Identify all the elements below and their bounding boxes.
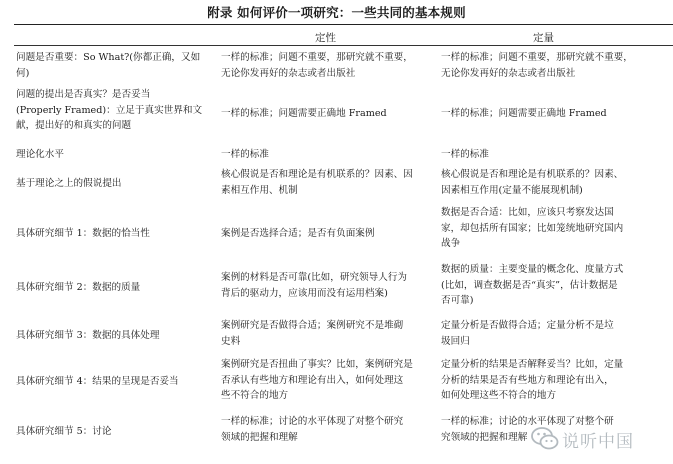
row-8-quantitative: 一样的标准；讨论的水平体现了对整个研 究领域的把握和理解 <box>441 416 614 443</box>
table-title: 附录 如何评价一项研究：一些共同的基本规则 <box>207 5 466 20</box>
header-quantitative: 定量 <box>533 32 554 44</box>
row-2-criterion: 理论化水平 <box>16 149 64 160</box>
row-4-quantitative: 数据是否合适：比如，应该只考察发达国 家，却包括所有国家；比如笼统地研究国内 战争 <box>441 207 624 249</box>
row-1-qualitative: 一样的标准；问题需要正确地 Framed <box>221 108 387 119</box>
row-8-qualitative: 一样的标准；讨论的水平体现了对整个研究 领域的把握和理解 <box>221 416 404 443</box>
row-1-criterion: 问题的提出是否真实？是否妥当 (Properly Framed)：立足于真实世界和文 献，提出好的和真实的问题 <box>16 89 203 131</box>
row-4-qualitative: 案例是否选择合适；是否有负面案例 <box>221 228 375 239</box>
row-3-qualitative: 核心假说是否和理论是有机联系的？因素、因 素相互作用、机制 <box>221 169 413 196</box>
row-6-criterion: 具体研究细节 3：数据的具体处理 <box>16 330 160 341</box>
header-rule <box>14 45 673 46</box>
row-0-qualitative: 一样的标准；问题不重要，那研究就不重要， 无论你发再好的杂志或者出版社 <box>221 52 413 79</box>
row-3-quantitative: 核心假说是否和理论是有机联系的？因素、 因素相互作用(定量不能展现机制) <box>441 169 624 196</box>
row-7-quantitative: 定量分析的结果是否解释妥当？比如，定量 分析的结果是否有些地方和理论有出入， 如何处理这些不符合的地方 <box>441 359 624 401</box>
row-1-quantitative: 一样的标准；问题需要正确地 Framed <box>441 108 607 119</box>
watermark <box>526 423 666 459</box>
wechat-logo-icon <box>530 425 560 453</box>
row-0-quantitative: 一样的标准；问题不重要，那研究就不重要， 无论你发再好的杂志或者出版社 <box>441 52 633 79</box>
row-0-criterion: 问题是否重要：So What?(你都正确，又如 何) <box>16 52 201 79</box>
row-3-criterion: 基于理论之上的假说提出 <box>16 178 122 189</box>
watermark-text: 说听中国 <box>562 432 634 452</box>
row-2-qualitative: 一样的标准 <box>221 149 269 160</box>
row-7-qualitative: 案例研究是否扭曲了事实？比如，案例研究是 否承认有些地方和理论有出入，如何处理这 些不符合的地方 <box>221 359 413 401</box>
row-5-quantitative: 数据的质量：主要变量的概念化、度量方式 (比如，调查数据是否“真实”，估计数据是 否可靠) <box>441 264 624 306</box>
top-rule <box>14 24 673 25</box>
row-6-qualitative: 案例研究是否做得合适；案例研究不是堆砌 史料 <box>221 320 404 347</box>
row-4-criterion: 具体研究细节 1：数据的恰当性 <box>16 228 150 239</box>
row-5-qualitative: 案例的材料是否可靠(比如，研究领导人行为 背后的驱动力，应该用而没有运用档案) <box>221 272 408 299</box>
row-7-criterion: 具体研究细节 4：结果的呈现是否妥当 <box>16 376 179 387</box>
row-2-quantitative: 一样的标准 <box>441 149 489 160</box>
row-8-criterion: 具体研究细节 5：讨论 <box>16 426 112 437</box>
row-6-quantitative: 定量分析是否做得合适；定量分析不是垃 圾回归 <box>441 320 614 347</box>
header-qualitative: 定性 <box>315 32 336 44</box>
row-5-criterion: 具体研究细节 2：数据的质量 <box>16 282 141 293</box>
